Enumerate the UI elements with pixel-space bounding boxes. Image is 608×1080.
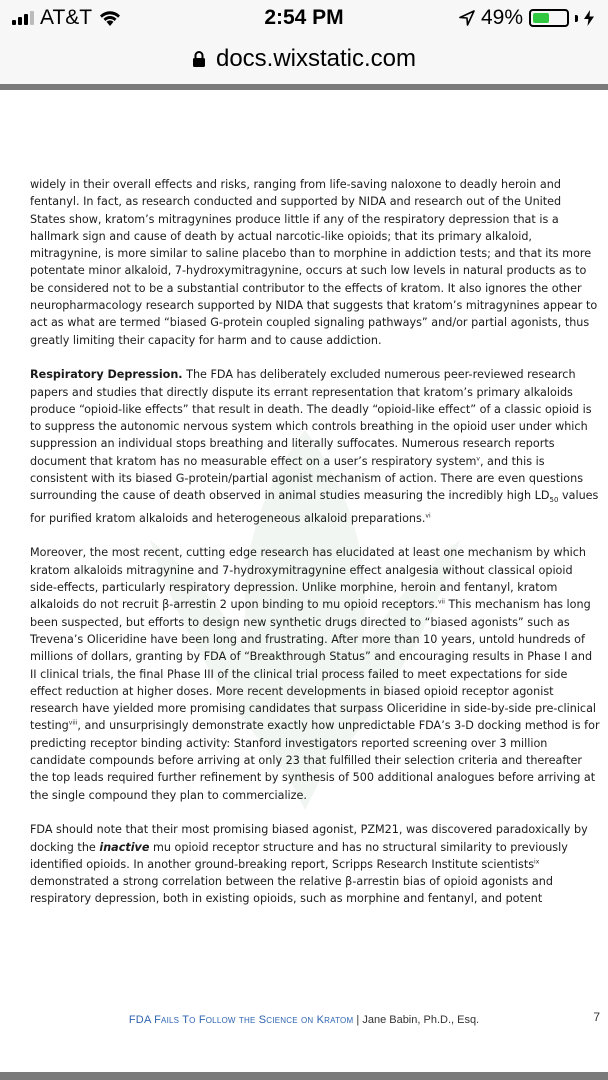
subscript: 50: [549, 496, 559, 505]
battery-tip: [575, 15, 578, 22]
status-bar: [0, 0, 608, 34]
emphasis: inactive: [99, 840, 150, 854]
footer-separator: |: [353, 1014, 363, 1026]
location-arrow-icon: [459, 10, 475, 26]
endnote-ref[interactable]: viii: [68, 719, 78, 727]
endnote-ref[interactable]: vi: [425, 512, 431, 520]
battery-icon: [529, 9, 569, 27]
footer-title: FDA Fails To Follow the Science on Kratom: [128, 1014, 354, 1026]
paragraph: widely in their overall effects and risks, ranging from life-saving naloxone to deadly heroin and fentanyl. In fact, as research conducted and supported by NIDA and research out of the United States show, kratom’s mitragynines produce little if any of the respiratory depression that is a hallmark sign and cause of death by actual narcotic-like opioids; that its primary alkaloid, mitragynine, is more similar to saline placebo than to morphine in addiction tests; and that its more potentate minor alkaloid, 7-hydroxymitragynine, occurs at such low levels in natural products as to be considered not to be a substantial contributor to the effects of kratom. It also ignores the other neuropharmacology research supported by NIDA that suggests that kratom’s mitragynines appear to act as what are termed “biased G-protein coupled signaling pathways” and/or partial agonists, thus greatly limiting their capacity for harm and to cause addiction.: [30, 178, 598, 347]
paragraph-respiratory-depression: Respiratory Depression. The FDA has deliberately excluded numerous peer-reviewed research papers and studies that directly dispute its errant representation that kratom’s primary alkaloids produce “opioid-like effects” that result in death. The deadly “opioid-like effect” of a classic opioid is to suppress the autonomic nervous system which controls breathing in the opioid user under which suppression an individual stops breathing and literally suffocates. Numerous research reports document that kratom has no measurable effect on a user’s respiratory system$^v$, and this is consistent with its biased G-protein/partial agonist mechanism of action. There are even questions surrounding the cause of death observed in animal studies measuring the incredibly high $LD_{50}$ values for purified kratom alkaloids and heterogeneous alkaloid preparations.$^{vi}$: [30, 368, 599, 525]
document-body: [30, 176, 600, 925]
endnote-ref[interactable]: vii: [438, 598, 445, 606]
carrier-label: AT&T: [40, 6, 93, 29]
footer-author: Jane Babin, Ph.D., Esq.: [362, 1014, 480, 1026]
address-bar[interactable]: [0, 34, 608, 84]
clock: 2:54 PM: [264, 6, 344, 29]
page-number: 7: [593, 1010, 600, 1024]
document-page: [0, 90, 608, 1070]
endnote-ref[interactable]: v: [476, 455, 480, 463]
battery-percent: 49%: [480, 6, 523, 29]
paragraph: Moreover, the most recent, cutting edge research has elucidated at least one mechanism by which kratom alkaloids mitragynine and 7-hydroxymitragynine effect analgesia without classical opioid side-effects, particularly respiratory depression. Unlike morphine, heroin and fentanyl, kratom alkaloids do not recruit β-arrestin 2 upon binding to mu opioid receptors.$^{vii}$ This mechanism has long been suspected, but efforts to design new synthetic drugs directed to “biased agonists” such as Trevena’s Oliceridine have been long and frustrating. After more than 10 years, untold hundreds of millions of dollars, granting by FDA of “Breakthrough Status” and encouraging results in Phase I and II clinical trials, the final Phase III of the clinical trial process failed to meet expectations for side effect reduction at higher doses. More recent developments in biased opioid receptor agonist research have yielded more promising candidates that surpass Oliceridine in side-by-side pre-clinical testing$^{viii}$, and unsurprisingly demonstrate exactly how unpredictable FDA’s 3-D docking method is for predicting receptor binding activity: Stanford investigators reported screening over 3 million candidate compounds before arriving at only 23 that fulfilled their selection criteria and thereafter the top leads required further refinement by synthesis of 500 additional analogues before arriving at the single compound they plan to commercialize.: [30, 546, 600, 802]
section-heading: Respiratory Depression.: [30, 368, 183, 382]
lock-icon: [192, 50, 206, 68]
page-footer: [0, 1010, 608, 1034]
battery-fill: [533, 13, 549, 23]
status-right: [459, 6, 594, 30]
endnote-ref[interactable]: ix: [534, 858, 540, 866]
paragraph: FDA should note that their most promising biased agonist, PZM21, was discovered paradoxically by docking the inactive mu opioid receptor structure and has no structural similarity to previously identified opioids. In another ground-breaking report, Scripps Research Institute scientists$^{ix}$ demonstrated a strong correlation between the relative β-arrestin bias of opioid agonists and respiratory depression, both in existing opioids, such as morphine and fentanyl, and potent: [30, 823, 588, 906]
bottom-divider: [0, 1072, 608, 1080]
url-text[interactable]: docs.wixstatic.com: [215, 45, 417, 72]
footer-line: [0, 1014, 608, 1026]
charging-icon: [584, 10, 594, 26]
